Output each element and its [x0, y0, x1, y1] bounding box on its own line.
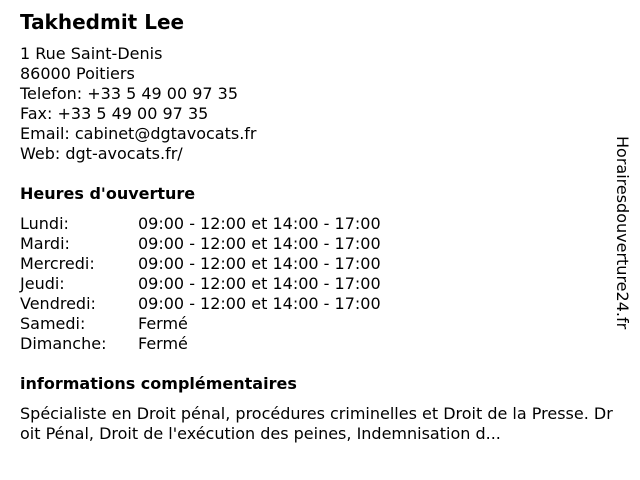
hours-title: Heures d'ouverture — [20, 184, 196, 203]
contact-block — [20, 44, 256, 164]
day-label: Mercredi: — [20, 254, 95, 273]
day-label: Dimanche: — [20, 334, 107, 353]
day-hours: 09:00 - 12:00 et 14:00 - 17:00 — [138, 294, 381, 313]
city-address: 86000 Poitiers — [20, 64, 135, 83]
day-label: Lundi: — [20, 214, 69, 233]
day-hours: 09:00 - 12:00 et 14:00 - 17:00 — [138, 234, 381, 253]
day-label: Vendredi: — [20, 294, 96, 313]
hours-row — [20, 294, 381, 314]
hours-row — [20, 254, 381, 274]
fax-number: Fax: +33 5 49 00 97 35 — [20, 104, 209, 123]
day-label: Mardi: — [20, 234, 70, 253]
business-name: Takhedmit Lee — [20, 10, 185, 34]
hours-row — [20, 214, 381, 234]
day-label: Jeudi: — [20, 274, 65, 293]
day-hours: Fermé — [138, 334, 188, 353]
hours-table — [20, 214, 381, 354]
info-title: informations complémentaires — [20, 374, 297, 393]
hours-row — [20, 234, 381, 254]
hours-row — [20, 314, 381, 334]
street-address: 1 Rue Saint-Denis — [20, 44, 163, 63]
email-address: Email: cabinet@dgtavocats.fr — [20, 124, 257, 143]
hours-row — [20, 334, 381, 354]
day-hours: 09:00 - 12:00 et 14:00 - 17:00 — [138, 214, 381, 233]
site-watermark: Horairesdouverture24.fr — [613, 136, 632, 330]
day-hours: 09:00 - 12:00 et 14:00 - 17:00 — [138, 254, 381, 273]
website: Web: dgt-avocats.fr/ — [20, 144, 183, 163]
day-hours: 09:00 - 12:00 et 14:00 - 17:00 — [138, 274, 381, 293]
day-label: Samedi: — [20, 314, 86, 333]
phone-number: Telefon: +33 5 49 00 97 35 — [20, 84, 239, 103]
day-hours: Fermé — [138, 314, 188, 333]
hours-row — [20, 274, 381, 294]
info-description: Spécialiste en Droit pénal, procédures criminelles et Droit de la Presse. Droit Pénal, Droit de l'exécution des peines, Indemnisation d... — [20, 404, 613, 443]
